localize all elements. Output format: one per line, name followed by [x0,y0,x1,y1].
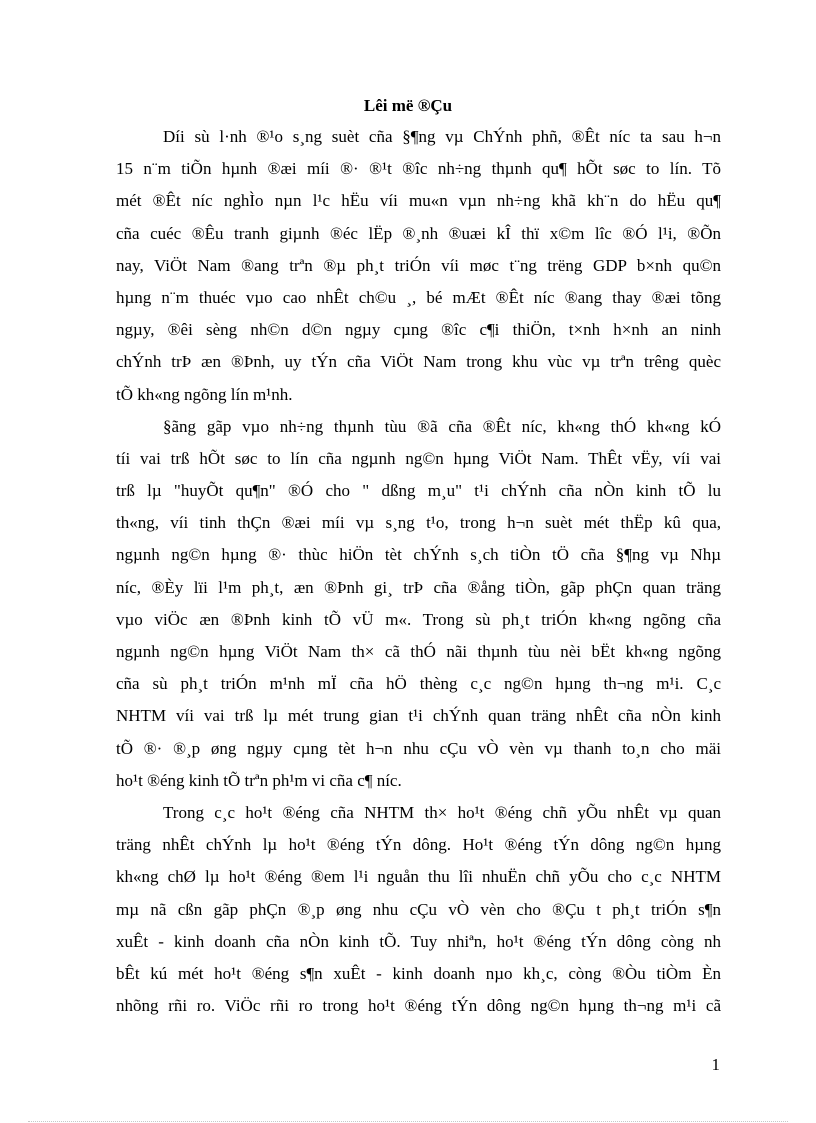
paragraph-line: ngµnh ng©n hµng ®· thùc hiÖn tèt chÝnh s¸ch tiÒn tÖ cña §¶ng vµ Nhµ [116,545,721,565]
paragraph-line: tÕ kh«ng ngõng lín m¹nh. [116,384,293,404]
paragraph-line: ho¹t ®éng kinh tÕ trªn ph¹m vi cña c¶ níc. [116,770,402,790]
paragraph-line: mét ®Êt níc nghÌo nµn l¹c hËu víi mu«n vµn nh÷ng khã kh¨n do hËu qu¶ [116,191,721,211]
paragraph-line: trß lµ "huyÕt qu¶n" ®Ó cho " dßng m¸u" t¹i chÝnh cña nÒn kinh tÕ lu [116,481,721,501]
page-bottom-border [28,1121,788,1122]
paragraph-line: níc, ®Èy lïi l¹m ph¸t, æn ®Þnh gi¸ trÞ cña ®ång tiÒn, gãp phÇn quan träng [116,577,721,597]
paragraph-line: th«ng, víi tinh thÇn ®æi míi vµ s¸ng t¹o, trong h¬n suèt mét thËp kû qua, [116,513,721,533]
paragraph-line: cña sù ph¸t triÓn m¹nh mÏ cña hÖ thèng c¸c ng©n hµng th¬ng m¹i. C¸c [116,674,721,694]
paragraph-line: cña cuéc ®Êu tranh giµnh ®éc lËp ®¸nh ®uæi kÎ thï x©m lîc ®Ó l¹i, ®Õn [116,223,721,243]
paragraph-line: vµo viÖc æn ®Þnh kinh tÕ vÜ m«. Trong sù ph¸t triÓn kh«ng ngõng cña [116,609,721,629]
document-title: Lêi më ®Çu [363,96,453,115]
paragraph-line: tÕ ®· ®¸p øng ngµy cµng tèt h¬n nhu cÇu vÒ vèn vµ thanh to¸n cho mäi [116,738,721,758]
paragraph-line: hµng n¨m thuéc vµo cao nhÊt ch©u ¸, bé mÆt ®Êt níc ®ang thay ®æi tõng [116,287,721,307]
paragraph-line: träng nhÊt chÝnh lµ ho¹t ®éng tÝn dông. Ho¹t ®éng tÝn dông ng©n hµng [116,835,721,855]
paragraph-line: Trong c¸c ho¹t ®éng cña NHTM th× ho¹t ®éng chñ yÕu nhÊt vµ quan [163,802,721,822]
document-body [116,121,721,1022]
paragraph-3 [116,797,721,1022]
paragraph-line: kh«ng chØ lµ ho¹t ®éng ®em l¹i nguån thu lîi nhuËn chñ yÕu cho c¸c NHTM [116,867,721,887]
paragraph-line: mµ nã cßn gãp phÇn ®¸p øng nhu cÇu vÒ vèn cho ®Çu t ph¸t triÓn s¶n [116,899,721,919]
page-number: 1 [711,1055,720,1074]
paragraph-line: Díi sù l·nh ®¹o s¸ng suèt cña §¶ng vµ ChÝnh phñ, ®Êt níc ta sau h¬n [163,127,721,146]
paragraph-line: bÊt kú mét ho¹t ®éng s¶n xuÊt - kinh doanh nµo kh¸c, còng ®Òu tiÒm Èn [116,963,721,983]
paragraph-1 [116,121,721,411]
paragraph-line: chÝnh trÞ æn ®Þnh, uy tÝn cña ViÖt Nam trong khu vùc vµ trªn trêng quèc [116,352,721,372]
paragraph-line: ngµy, ®êi sèng nh©n d©n ngµy cµng ®îc c¶i thiÖn, t×nh h×nh an ninh [116,320,721,340]
paragraph-line: NHTM víi vai trß lµ mét trung gian t¹i chÝnh quan träng nhÊt cña nÒn kinh [116,706,721,726]
paragraph-line: ngµnh ng©n hµng ViÖt Nam th× cã thÓ nãi thµnh tùu nèi bËt kh«ng ngõng [116,642,721,661]
paragraph-line: §ãng gãp vµo nh÷ng thµnh tùu ®ã cña ®Êt níc, kh«ng thÓ kh«ng kÓ [163,416,721,436]
paragraph-line: tíi vai trß hÕt søc to lín cña ngµnh ng©n hµng ViÖt Nam. ThÊt vËy, víi vai [116,448,721,468]
paragraph-line: nay, ViÖt Nam ®ang trªn ®µ ph¸t triÓn víi møc t¨ng trëng GDP b×nh qu©n [116,255,721,275]
paragraph-line: xuÊt - kinh doanh cña nÒn kinh tÕ. Tuy nhiªn, ho¹t ®éng tÝn dông còng nh [116,931,721,951]
paragraph-line: nhõng rñi ro. ViÖc rñi ro trong ho¹t ®éng tÝn dông ng©n hµng th¬ng m¹i cã [116,996,721,1016]
paragraph-line: 15 n¨m tiÕn hµnh ®æi míi ®· ®¹t ®îc nh÷ng thµnh qu¶ hÕt søc to lín. Tõ [116,159,721,179]
paragraph-2 [116,411,721,797]
